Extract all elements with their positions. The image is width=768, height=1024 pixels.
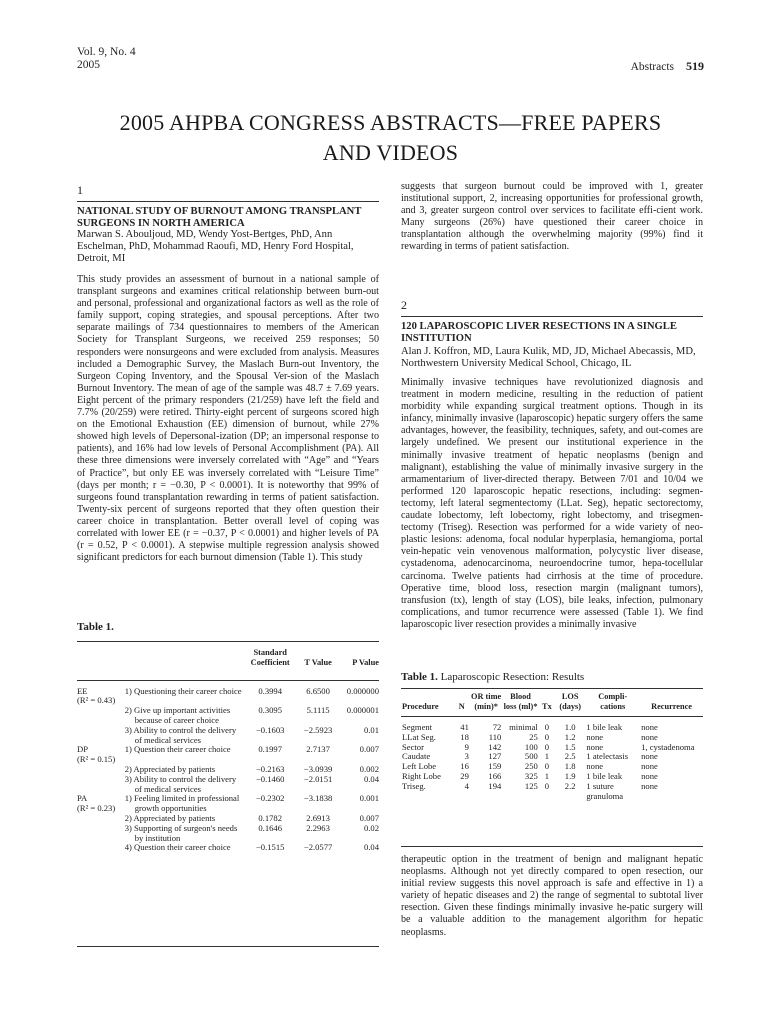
- or-time-cell: 110: [488, 731, 502, 742]
- or-time-cell: 166: [488, 770, 502, 781]
- p-value-cell: 0.002: [359, 763, 379, 774]
- abstract-2-number: 2: [401, 298, 407, 312]
- question-cell: 1) Question their career choice: [124, 744, 231, 755]
- recurrence-cell: none: [641, 770, 658, 781]
- dimension-cell: PA (R² = 0.23): [77, 793, 116, 814]
- or-time-cell: 194: [488, 780, 502, 791]
- n-cell: 4: [464, 780, 469, 791]
- recurrence-cell: none: [641, 722, 658, 732]
- header-t-value: T Value: [304, 657, 332, 667]
- p-value-cell: 0.000001: [346, 705, 379, 716]
- dimension-cell: [77, 726, 125, 746]
- p-value-cell: 0.01: [363, 724, 379, 735]
- table-row: [77, 824, 379, 844]
- question-cell: 3) Ability to control the delivery of medical services: [124, 724, 237, 745]
- table-row: [77, 843, 379, 853]
- coefficient-cell: −0.1603: [255, 724, 285, 735]
- table-row: [77, 687, 379, 707]
- t-value-cell: −2.0151: [303, 773, 333, 784]
- page-title: [77, 108, 704, 168]
- coefficient-cell: −0.1460: [255, 773, 285, 784]
- t-value-cell: −3.1838: [303, 793, 333, 804]
- tx-cell: 1: [544, 751, 550, 762]
- p-value-cell: 0.007: [359, 812, 379, 823]
- coefficient-cell: 0.1997: [258, 744, 283, 755]
- page-number: 519: [686, 59, 704, 73]
- abstract-1-authors: Marwan S. Abouljoud, MD, Wendy Yost-Bertges, PhD, Ann Eschelman, PhD, Mohammad Raoufi, MD, Henry Ford Hospital, Detroit, MI: [77, 229, 354, 265]
- abstract-1-title: NATIONAL STUDY OF BURNOUT AMONG TRANSPLANT SURGEONS IN NORTH AMERICA: [77, 206, 362, 229]
- coefficient-cell: 0.1646: [258, 822, 283, 833]
- p-value-cell: 0.000000: [346, 685, 379, 696]
- t-value-cell: 2.7137: [306, 744, 330, 755]
- complications-cell: 1 bile leak: [586, 722, 623, 732]
- dimension-cell: [77, 843, 125, 853]
- coefficient-cell: −0.2163: [255, 763, 285, 774]
- procedure-cell: Right Lobe: [402, 770, 441, 781]
- table-1-caption: Table 1.: [77, 621, 114, 633]
- los-cell: 1.2: [564, 731, 576, 742]
- header-standard-coefficient: Standard Coefficient: [250, 648, 290, 667]
- recurrence-cell: none: [641, 761, 658, 772]
- question-cell: 2) Appreciated by patients: [124, 763, 216, 774]
- table-1-top-rule: [77, 641, 379, 642]
- p-value-cell: 0.04: [363, 773, 379, 784]
- blood-loss-cell: 125: [524, 780, 538, 791]
- table-row: [77, 726, 379, 746]
- recurrence-cell: none: [641, 731, 658, 742]
- question-cell: 3) Ability to control the delivery of medical services: [124, 773, 237, 794]
- page-title-line-2: AND VIDEOS: [322, 140, 459, 165]
- recurrence-cell: none: [641, 751, 658, 762]
- los-cell: 2.2: [564, 780, 576, 791]
- t-value-cell: 5.1115: [306, 705, 330, 716]
- table-header-row: Procedure N OR time (min)* Blood loss (ml)* Tx LOS (days) Compli-cations Recurrence: [402, 692, 692, 711]
- t-value-cell: 2.2963: [306, 822, 330, 833]
- los-cell: 2.5: [564, 751, 576, 762]
- dimension-cell: [77, 824, 125, 844]
- or-time-cell: 72: [492, 722, 502, 732]
- table-2-top-rule: [401, 688, 703, 689]
- question-cell: 4) Question their career choice: [124, 842, 231, 853]
- abstract-1-body: This study provides an assessment of burnout in a national sample of transplant surgeons and examines critical relationship between burn-out and personal, professional and organizational factors as well as the role of family support, coping strategies, and spousal perceptions. After two separate mailings of 734 questionnaires to members of the American Society for Transplant Surgeons, we received 259 responses; 50 responders were nonsurgeons and were excluded from analysis. Measures included a Demographic Survey, the Maslach Burn-out Inventory, the Surgeon Coping Inventory, and the Spousal Ver-sion of the Maslach Burnout Inventory. The mean of age of the sample was 48.7 ± 7.69 years. Eight percent of the primary responders (21/259) have left the field and 7.7% (20/259) were retired. Thirty-eight percent of surgeons scored high on the Emotional Exhaustion (EE) dimension of burnout, while 27% showed high levels of Depersonal-ization (DP; an impersonal response to patients), and 16% had low levels of Personal Accomplishment (PA). All these three dimensions were inversely correlated with “Age” and “Years of Practice”, but only EE was inversely correlated with “Leisure Time” (days per month; r = −0.30, P < 0.0001). It is noteworthy that 99% of surgeons found transplantation rewarding in terms of patient satisfaction. Twenty-six percent of surgeons reported that they often question their career choice in transplantation. Better overall level of coping was correlated with lower EE (r = −0.37, P < 0.0001) and higher levels of PA (r = 0.52, P < 0.0001). A stepwise multiple regression analysis showed significant predictors for each burnout dimension (Table 1). This study: [77, 274, 379, 564]
- p-value-cell: 0.001: [359, 793, 379, 804]
- abstract-2-continuation: therapeutic option in the treatment of benign and malignant hepatic neoplasms. Although not yet directly compared to open resection, our initial review suggests this novel approach is safe and effective in 1) a variety of hepatic diseases and 2) the range of segmental to subtotal liver resection. Given these findings minimally invasive he-patic surgery will be a valuable addition to the management algorithm for hepatic neoplasms.: [401, 854, 703, 938]
- laparoscopic-results-table: [401, 692, 703, 801]
- tx-cell: 0: [544, 731, 550, 742]
- coefficient-cell: 0.1782: [258, 812, 283, 823]
- dimension-cell: EE (R² = 0.43): [77, 685, 116, 706]
- dimension-cell: [77, 814, 125, 824]
- complications-cell: none: [586, 741, 604, 752]
- journal-volume-header: [77, 46, 136, 72]
- dimension-cell: DP (R² = 0.15): [77, 744, 116, 765]
- question-cell: 1) Feeling limited in professional growth opportunities: [124, 793, 240, 814]
- los-cell: 1.9: [564, 770, 576, 781]
- n-cell: 18: [460, 731, 469, 742]
- table-row: [401, 782, 703, 802]
- recurrence-cell: none: [641, 780, 658, 791]
- recurrence-cell: 1, cystadenoma: [641, 741, 695, 752]
- question-cell: 2) Give up important activities because of career choice: [124, 705, 231, 725]
- page-title-line-1: 2005 AHPBA CONGRESS ABSTRACTS—FREE PAPERS: [119, 110, 662, 135]
- los-cell: 1.8: [564, 761, 576, 772]
- coefficient-cell: −0.1515: [255, 842, 285, 853]
- dimension-cell: [77, 706, 125, 726]
- year-label: 2005: [77, 59, 100, 71]
- tx-cell: 0: [544, 722, 550, 732]
- t-value-cell: −2.5923: [303, 724, 333, 735]
- procedure-cell: LLat Seg.: [402, 731, 436, 742]
- complications-cell: none: [586, 731, 604, 742]
- t-value-cell: −2.0577: [303, 842, 333, 853]
- t-value-cell: 6.6500: [306, 685, 330, 696]
- coefficient-cell: −0.2302: [255, 793, 285, 804]
- abstract-2-body: Minimally invasive techniques have revolutionized diagnosis and treatment in modern medicine, resulting in the reduction of patient morbidity while expanding surgical treatment options. Though in its infancy, minimally invasive (laparoscopic) hepatic surgery offers the same advantages, however, the feasibility, techniques, safety, and out-comes are largely undefined. We present our institutional experience in the minimally invasive treatment of hepatic neoplasms (benign and malignant), establishing the value of minimally invasive surgery in the armamentarium of liver-directed therapy. Between 7/01 and 10/04 we performed 120 laparoscopic hepatic resections, including: segmen-tectomy, left lateral segmentectomy (LLat. Seg), hepatic sectorectomy, caudate lobectomy, left lobectomy, right lobectomy, and trisegmen-tectomy (Triseg). Resection was performed for a wide variety of neo-plastic lesions: adenoma, focal nodular hyperplasia, hemangioma, portal vein-hepatic vein venovenous malformation, polycystic liver disease, cystadenoma, adenocarcinoma, neuroendocrine tumor, hepa-tocellular carcinoma. Twelve patients had cirrhosis at the time of procedure. Operative time, blood loss, resection margin (malignant tumors), transfusion (tx), length of stay (LOS), bile leaks, infection, pulmonary complications, and tumor recurrence were assessed (Table 1). We find laparoscopic liver resection provides a minimally invasive: [401, 377, 703, 630]
- abstract-1-continuation: suggests that surgeon burnout could be improved with 1, greater institutional support, 2, increasing opportunities for professional growth, and 3, greater surgeon control over services to facilitate effi-cient work. Many surgeons (26%) have questioned their career choice in transplantation although the overwhelming majority (99%) find it rewarding in terms of patient satisfaction.: [401, 181, 703, 253]
- question-cell: 1) Questioning their career choice: [124, 685, 242, 696]
- section-label: Abstracts: [630, 61, 674, 73]
- los-cell: 1.5: [564, 741, 576, 752]
- complications-cell: 1 bile leak: [586, 770, 623, 781]
- coefficient-cell: 0.3994: [258, 685, 283, 696]
- blood-loss-cell: 100: [524, 741, 538, 752]
- running-head: [631, 59, 704, 74]
- los-cell: 1.0: [564, 722, 576, 732]
- procedure-cell: Segment: [402, 722, 433, 732]
- n-cell: 9: [464, 741, 469, 752]
- procedure-cell: Sector: [402, 741, 424, 752]
- question-cell: 2) Appreciated by patients: [124, 812, 216, 823]
- dimension-cell: [77, 765, 125, 775]
- procedure-cell: Caudate: [402, 751, 431, 762]
- complications-cell: 1 atelectasis: [586, 751, 629, 762]
- blood-loss-cell: 500: [524, 751, 538, 762]
- procedure-cell: Triseg.: [402, 780, 426, 791]
- or-time-cell: 142: [488, 741, 502, 752]
- complications-cell: none: [586, 761, 604, 772]
- blood-loss-cell: minimal: [509, 722, 538, 732]
- blood-loss-cell: 250: [524, 761, 538, 772]
- n-cell: 3: [464, 751, 469, 762]
- table-header-row: [77, 648, 379, 668]
- p-value-cell: 0.04: [363, 842, 379, 853]
- dimension-cell: [77, 775, 125, 795]
- abstract-1-number: 1: [77, 183, 83, 197]
- tx-cell: 0: [544, 780, 550, 791]
- abstract-1-rule: [77, 201, 379, 202]
- table-row: [77, 794, 379, 814]
- volume-label: Vol. 9, No. 4: [77, 46, 136, 58]
- or-time-cell: 159: [488, 761, 502, 772]
- table-row: [77, 775, 379, 795]
- complications-cell: 1 suture granuloma: [586, 780, 624, 801]
- p-value-cell: 0.02: [363, 822, 379, 833]
- table-row: [77, 745, 379, 765]
- abstract-2-authors: Alan J. Koffron, MD, Laura Kulik, MD, JD, Michael Abecassis, MD, Northwestern University Medical School, Chicago, IL: [401, 346, 696, 370]
- coefficient-cell: 0.3095: [258, 705, 283, 716]
- p-value-cell: 0.007: [359, 744, 379, 755]
- tx-cell: 0: [544, 741, 550, 752]
- procedure-cell: Left Lobe: [402, 761, 437, 772]
- tx-cell: 0: [544, 761, 550, 772]
- table-row: [77, 706, 379, 726]
- table-2-bottom-rule: [401, 846, 703, 847]
- question-cell: 3) Supporting of surgeon's needs by institution: [124, 822, 238, 843]
- tx-cell: 1: [544, 770, 550, 781]
- blood-loss-cell: 25: [529, 731, 538, 742]
- abstract-2-rule: [401, 316, 703, 317]
- header-p-value: P Value: [352, 657, 379, 667]
- n-cell: 29: [460, 770, 469, 781]
- abstract-2-title: 120 LAPAROSCOPIC LIVER RESECTIONS IN A SINGLE INSTITUTION: [401, 321, 677, 344]
- or-time-cell: 127: [488, 751, 502, 762]
- n-cell: 41: [460, 722, 469, 732]
- t-value-cell: 2.6913: [306, 812, 330, 823]
- table-2-caption: Table 1. Laparoscopic Resection: Results: [401, 671, 585, 683]
- table-1-bottom-rule: [77, 946, 379, 947]
- t-value-cell: −3.0939: [303, 763, 333, 774]
- blood-loss-cell: 325: [524, 770, 538, 781]
- burnout-regression-table: [77, 648, 379, 853]
- n-cell: 16: [460, 761, 469, 772]
